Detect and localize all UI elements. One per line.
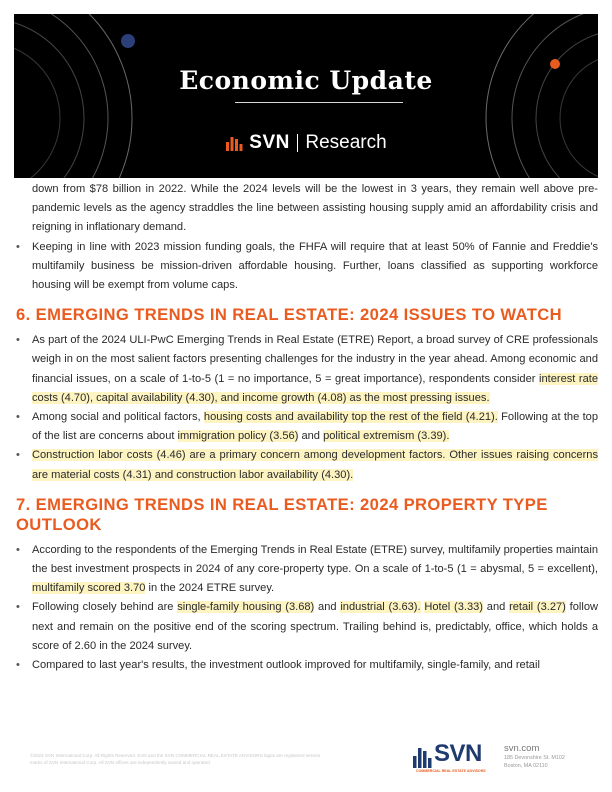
footer-svn-logo bbox=[412, 742, 496, 776]
highlighted-text: multifamily scored 3.70 bbox=[32, 582, 146, 595]
bullet-item bbox=[16, 238, 598, 296]
brand-name: SVN bbox=[249, 132, 290, 153]
intro-paragraphs bbox=[16, 180, 598, 295]
bullet-item bbox=[16, 408, 598, 446]
footer-tagline: COMMERCIAL REAL ESTATE ADVISORS bbox=[416, 769, 486, 773]
bullet-item bbox=[16, 331, 598, 408]
text-run: Following closely behind are bbox=[32, 601, 178, 614]
highlighted-text: interest rate costs (4.70), capital availability (4.30), and income growth (4.08) as the most pressing issues. bbox=[32, 372, 599, 404]
text-run: and bbox=[298, 430, 324, 443]
highlighted-text: industrial (3.63). bbox=[340, 601, 421, 614]
logo-divider bbox=[297, 134, 299, 152]
page-title: Economic Update bbox=[179, 66, 433, 95]
highlighted-text: Hotel (3.33) bbox=[424, 601, 483, 614]
website-link[interactable]: svn.com bbox=[504, 743, 540, 754]
bullet-item bbox=[16, 656, 598, 675]
highlighted-text: political extremism (3.39). bbox=[323, 430, 450, 443]
brand-suffix: Research bbox=[305, 132, 387, 153]
paragraph bbox=[16, 180, 598, 238]
text-run: According to the respondents of the Emerging Trends in Real Estate (ETRE) survey, multifamily properties maintain the best investment prospects in 2024 of any core-property type. On a scale of 1-to-5 (1 = abysmal, 5 = excellent), bbox=[32, 543, 598, 576]
highlighted-text: retail (3.27) bbox=[509, 601, 566, 614]
text-run: Following at the top of the list are concerns about bbox=[32, 411, 598, 443]
address-line-1: 185 Devonshire St. M102 bbox=[504, 755, 565, 761]
section-7-heading: 7. EMERGING TRENDS IN REAL ESTATE: 2024 PROPERTY TYPE OUTLOOK bbox=[16, 494, 548, 534]
svn-research-logo bbox=[14, 130, 598, 156]
bullet-item bbox=[16, 446, 598, 484]
highlighted-text: Construction labor costs (4.46) are a primary concern among development factors. Other issues raising concerns are material costs (4.31) and construction labor availability (4.30). bbox=[32, 449, 598, 481]
highlighted-text: single-family housing (3.68) bbox=[177, 601, 315, 614]
footer-contact bbox=[504, 744, 565, 770]
address-line-2: Boston, MA 02110 bbox=[504, 763, 548, 769]
text-run: and bbox=[314, 601, 341, 614]
section-7-list bbox=[16, 541, 598, 675]
text-run: Compared to last year's results, the investment outlook improved for multifamily, single-family, and retail bbox=[32, 659, 540, 672]
title-divider bbox=[235, 102, 403, 103]
svn-bars-icon bbox=[225, 133, 245, 153]
section-6-heading: 6. EMERGING TRENDS IN REAL ESTATE: 2024 ISSUES TO WATCH bbox=[16, 305, 563, 325]
text-run: in the 2024 ETRE survey. bbox=[145, 582, 275, 595]
legal-notice: ©2023 SVN International Corp. All Rights Reserved. SVN and the SVN COMMERCIAL REAL ESTATE ADVISORS logos are registered service marks of SVN International Corp. All SVN offices are independently owned and operated. bbox=[30, 753, 321, 765]
section-6-list bbox=[16, 331, 598, 485]
header-banner bbox=[14, 14, 598, 178]
highlighted-text: immigration policy (3.56) bbox=[177, 430, 299, 443]
text-run: and bbox=[483, 601, 510, 614]
blue-dot-icon bbox=[121, 34, 135, 48]
text-run: As part of the 2024 ULI-PwC Emerging Trends in Real Estate (ETRE) Report, a broad survey of CRE professionals weigh in on the most salient factors presenting challenges for the industry in the year ahead. Among economic and financial issues, on a scale of 1-to-5 (1 = no importance, 5 = great importance), respondents consider bbox=[32, 334, 598, 385]
bullet-item bbox=[16, 541, 598, 599]
svn-bars-icon bbox=[412, 744, 434, 770]
bullet-item bbox=[16, 598, 598, 656]
article-body bbox=[16, 180, 598, 675]
text-run: follow next and remain on the positive end of the scoring spectrum. Trailing behind is, predictably, office, which holds a score of 2.60 in the 2024 survey. bbox=[32, 601, 599, 652]
text-run: down from $78 billion in 2022. While the 2024 levels will be the lowest in 3 years, they remain well above pre-pandemic levels as the agency straddles the line between assisting housing supply amid an affordability crisis and reigning in inflationary demand. bbox=[32, 183, 598, 234]
text-run: Among social and political factors, bbox=[32, 411, 204, 424]
text-run: Keeping in line with 2023 mission funding goals, the FHFA will require that at least 50% of Fannie and Freddie's multifamily business be mission-driven affordable housing. Further, loans classified as supporting workforce housing will be exempt from volume caps. bbox=[32, 240, 598, 292]
footer-brand: SVN bbox=[434, 740, 482, 767]
highlighted-text: housing costs and availability top the rest of the field (4.21). bbox=[203, 411, 498, 424]
